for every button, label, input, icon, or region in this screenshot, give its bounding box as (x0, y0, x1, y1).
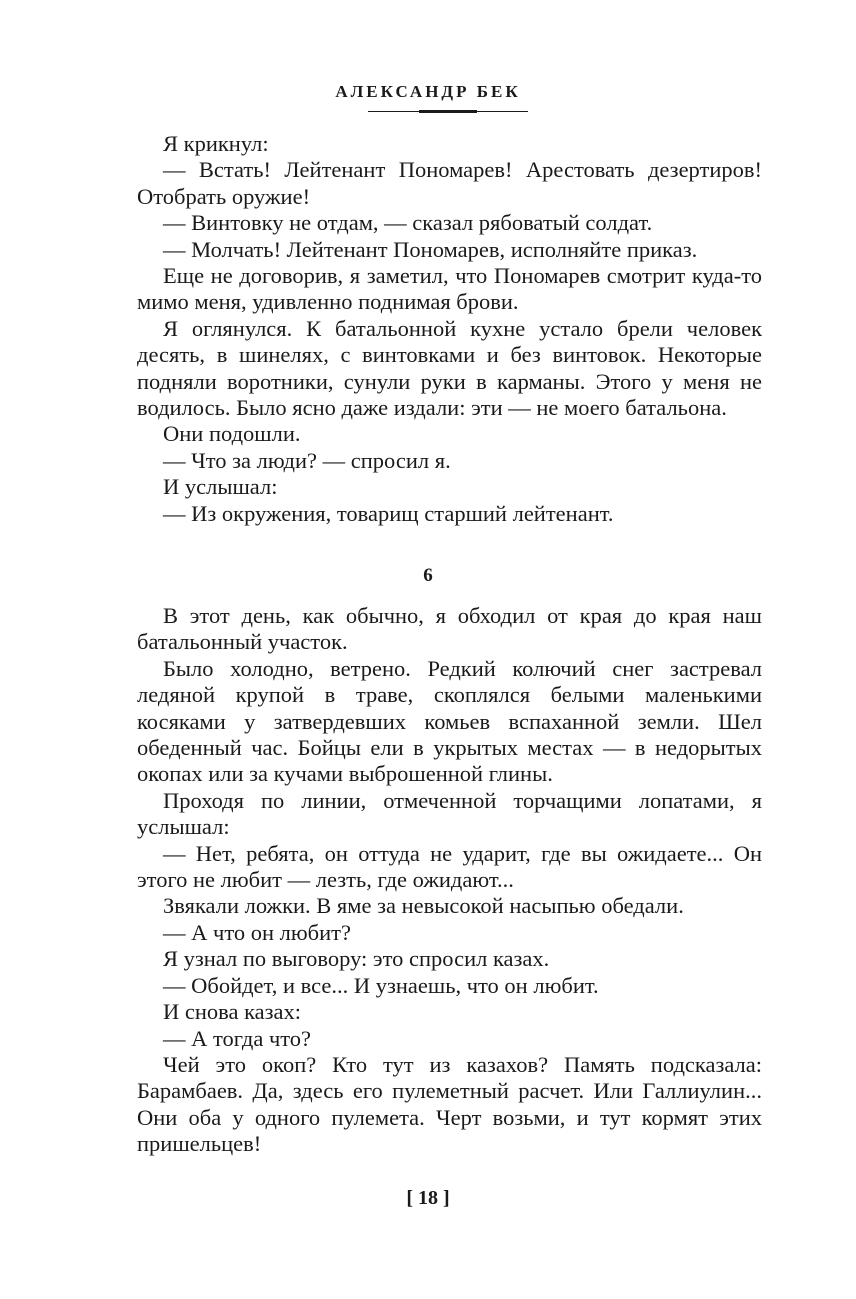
paragraph: И услышал: (163, 474, 278, 500)
header-rule-accent (419, 110, 477, 113)
paragraph: — Молчать! Лейтенант Пономарев, исполняйте приказ. (163, 236, 698, 262)
paragraph: — Из окружения, товарищ старший лейтенант. (163, 500, 614, 526)
paragraph: В этот день, как обычно, я обходил от края до края наш батальонный участок. (137, 603, 762, 655)
paragraph: — Винтовку не отдам, — сказал рябоватый солдат. (163, 210, 653, 236)
paragraph: Звякали ложки. В яме за невысокой насыпью обедали. (163, 893, 684, 919)
text-block-top (137, 131, 762, 527)
paragraph: Было холодно, ветрено. Редкий колючий снег застревал ледяной крупой в траве, скоплялся белыми маленькими косяками у затвердевших комьев вспаханной земли. Шел обеденный час. Бойцы ели в укрытых местах — в недорытых окопах или за кучами выброшенной глины. (137, 655, 762, 787)
paragraph: — А что он любит? (163, 919, 351, 945)
paragraph: Я узнал по выговору: это спросил казах. (163, 946, 550, 972)
paragraph: Я оглянулся. К батальонной кухне устало брели человек десять, в шинелях, с винтовками и без винтовок. Некоторые подняли воротники, сунули руки в карманы. Этого у меня не водилось. Было ясно даже издали: эти — не моего батальона. (137, 315, 762, 421)
paragraph: — Нет, ребята, он оттуда не ударит, где вы ожидаете... Он этого не любит — лезть, где ожидают... (137, 840, 762, 893)
paragraph: Еще не договорив, я заметил, что Пономарев смотрит куда-то мимо меня, удивленно поднимая брови. (137, 263, 762, 315)
text-block-bottom (137, 603, 762, 1158)
paragraph: — Встать! Лейтенант Пономарев! Арестовать дезертиров! Отобрать оружие! (137, 157, 762, 209)
paragraph: Я крикнул: (163, 131, 269, 156)
paragraph: И снова казах: (163, 999, 302, 1025)
paragraph: Проходя по линии, отмеченной торчащими лопатами, я услышал: (137, 787, 762, 840)
page-number: [ 18 ] (406, 1187, 450, 1209)
running-header-author: АЛЕКСАНДР БЕК (335, 82, 521, 101)
paragraph: Чей это окоп? Кто тут из казахов? Память подсказала: Барамбаев. Да, здесь его пулеметный расчет. Или Галлиулин... Они оба у одного пулемета. Черт возьми, и тут кормят этих пришельцев! (137, 1051, 762, 1157)
paragraph: — Обойдет, и все... И узнаешь, что он любит. (163, 972, 599, 998)
paragraph: — Что за люди? — спросил я. (163, 447, 451, 473)
section-number: 6 (423, 565, 433, 586)
paragraph: — А тогда что? (163, 1025, 312, 1051)
paragraph: Они подошли. (163, 421, 301, 447)
